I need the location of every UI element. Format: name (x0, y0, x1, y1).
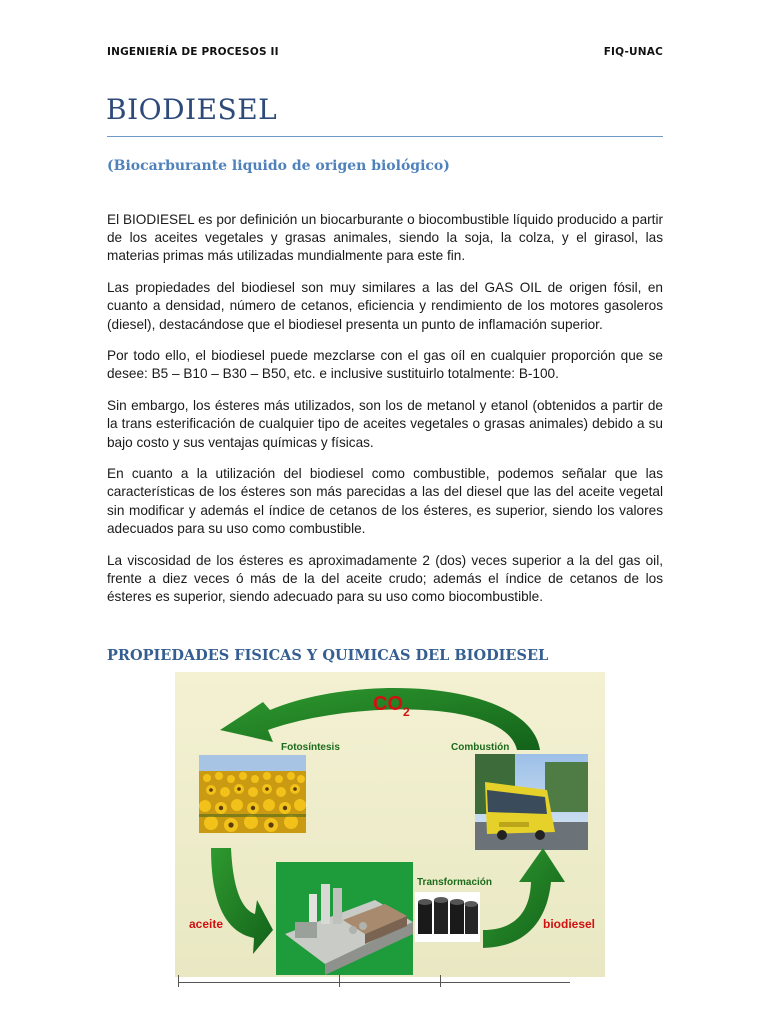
page-header (107, 46, 663, 62)
barrels-photo (415, 892, 480, 942)
title-rule (107, 136, 663, 137)
paragraph: Sin embargo, los ésteres más utilizados, son los de metanol y etanol (obtenidos a partir de la trans esterificación de cualquier tipo de aceites vegetales o grasas animales) debido a su bajo costo y sus ventajas químicas y físicas. (107, 398, 663, 450)
sunflower-photo (199, 755, 306, 833)
paragraph: Las propiedades del biodiesel son muy similares a las del GAS OIL de origen fósil, en cuanto a densidad, número de cetanos, eficiencia y rendimiento de los motores gasoleros (diesel), destacándose que el biodiesel presenta un punto de inflamación superior. (107, 280, 663, 332)
document-title: BIODIESEL (106, 93, 278, 126)
co2-label: $CO_2$ (373, 693, 410, 719)
body-text (107, 211, 663, 620)
table-top-border (178, 982, 570, 983)
paragraph: El BIODIESEL es por definición un biocarburante o biocombustible líquido producido a partir de los aceites vegetales y grasas animales, siendo la soja, la colza, y el girasol, las materias primas más utilizadas mundialmente para este fin. (107, 212, 663, 264)
section-heading: PROPIEDADES FISICAS Y QUIMICAS DEL BIODIESEL (107, 647, 549, 664)
label-combustion: Combustión (451, 742, 510, 753)
label-biodiesel: biodiesel (543, 917, 596, 931)
header-right: FIQ-UNAC (603, 46, 663, 58)
bus-photo (475, 754, 588, 850)
refinery-photo (276, 862, 413, 975)
paragraph: La viscosidad de los ésteres es aproximadamente 2 (dos) veces superior a la del gas oil, frente a diez veces ó más de la del aceite crudo; además el índice de cetanos de los ésteres es superior, siendo adecuado para su uso como biocombustible. (107, 552, 663, 604)
paragraph: Por todo ello, el biodiesel puede mezclarse con el gas oíl en cualquier proporción que se desee: B5 – B10 – B30 – B50, etc. e inclusive sustituirlo totalmente: B-100. (107, 348, 663, 382)
paragraph: En cuanto a la utilización del biodiesel como combustible, podemos señalar que las características de los ésteres son más parecidas a las del diesel que las del aceite vegetal sin modificar y además el índice de cetanos de los ésteres, es superior, siendo los valores adecuados para su uso como combustible. (107, 466, 663, 536)
label-aceite: aceite (189, 917, 224, 931)
table-cell-border (178, 975, 179, 987)
table-cell-border (339, 975, 340, 987)
label-transformacion: Transformación (417, 877, 493, 888)
document-subtitle: (Biocarburante liquido de origen biológico) (107, 158, 450, 174)
label-fotosintesis: Fotosíntesis (281, 742, 340, 753)
table-cell-border (440, 975, 441, 987)
header-left: INGENIERÍA DE PROCESOS II (107, 46, 279, 58)
biodiesel-cycle-figure (175, 672, 605, 977)
